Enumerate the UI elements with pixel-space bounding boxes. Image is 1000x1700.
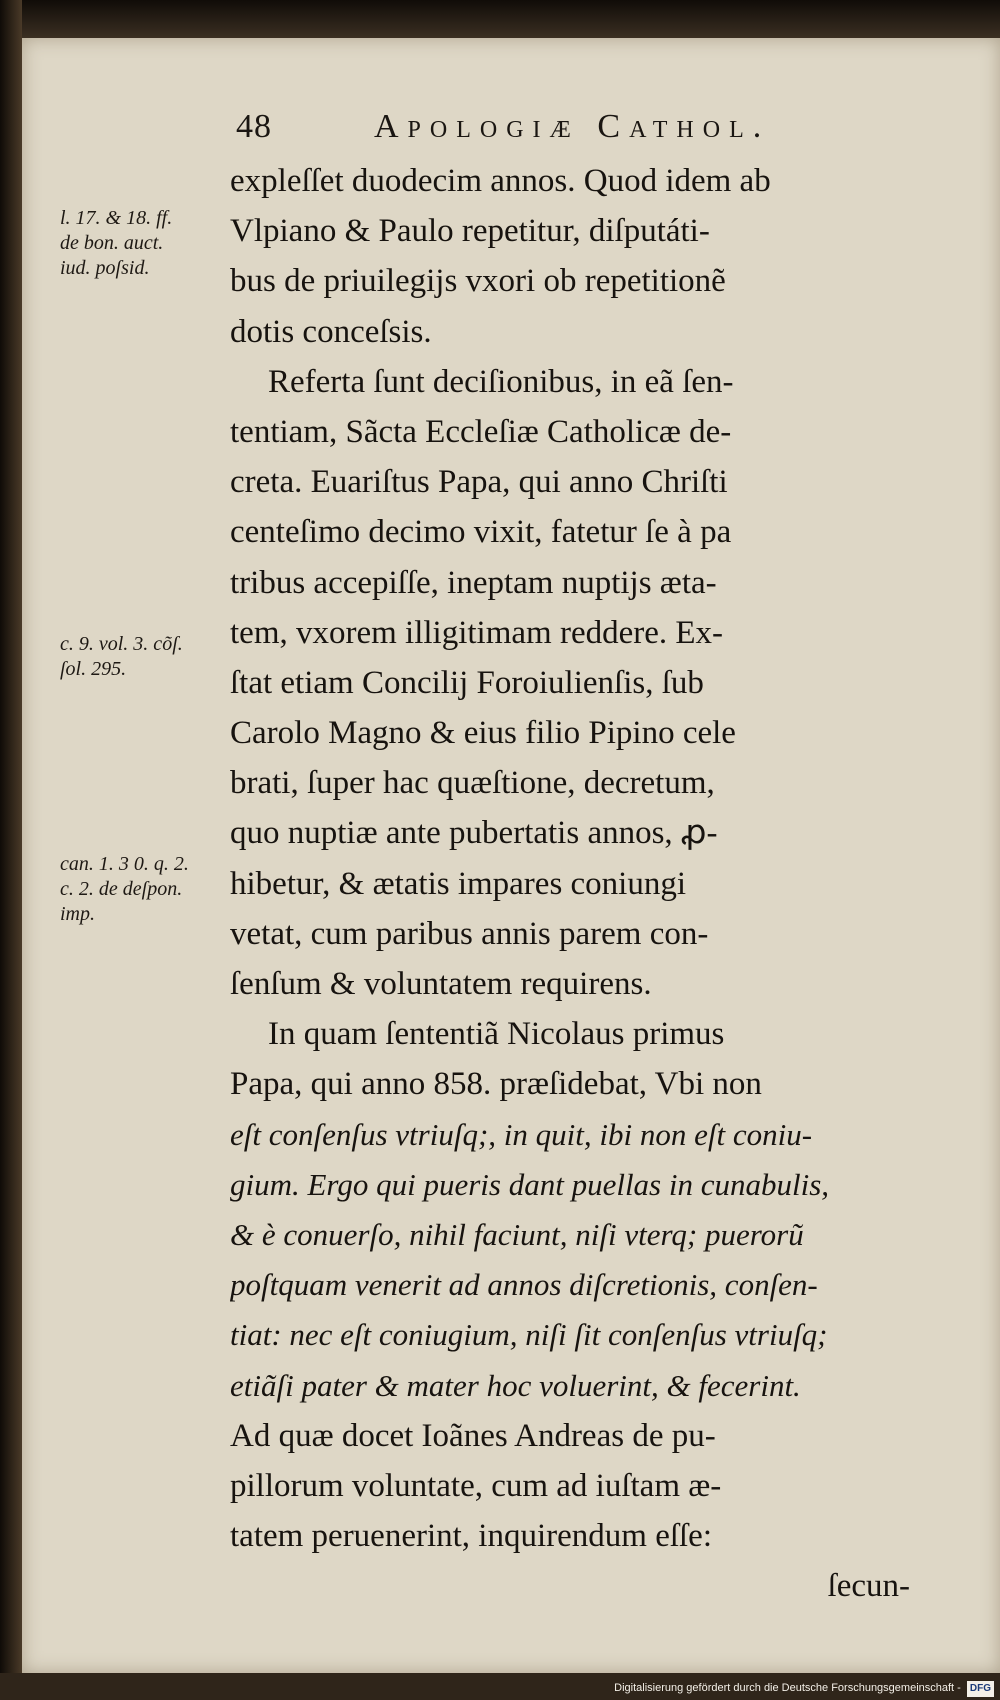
margin-note-line: de bon. auct. [60,232,164,254]
margin-note-line: imp. [60,903,95,925]
text-line: etiãſi pater & mater hoc voluerint, & fecerint. [230,1367,801,1403]
text-line: Referta ſunt deciſionibus, in eã ſen- [268,363,734,400]
binding-left-edge [0,0,22,1700]
margin-note-line: can. 1. 3 0. q. 2. [60,853,189,875]
text-line: expleſſet duodecim annos. Quod idem ab [230,163,771,199]
text-line: pillorum voluntate, cum ad iuſtam æ- [230,1467,722,1504]
dfg-logo: DFG [967,1681,994,1697]
body-text [230,156,918,1611]
text-line: eſt conſenſus vtriuſq;, in quit, ibi non eſt coniu- [230,1116,813,1152]
text-line: In quam ſententiã Nicolaus primus [268,1016,725,1053]
margin-note-1 [60,206,240,281]
text-line: tem, vxorem illigitimam reddere. Ex- [230,614,724,651]
page-number: 48 [236,108,272,145]
text-line: gium. Ergo qui pueris dant puellas in cunabulis, [230,1166,830,1202]
digitization-credit [614,1680,994,1696]
text-line: Papa, qui anno 858. præſidebat, Vbi non [230,1066,762,1103]
margin-note-2 [60,632,240,682]
text-line: quo nuptiæ ante pubertatis annos, ꝓ- [230,815,718,852]
binding-top-edge [0,0,1000,38]
margin-note-line: l. 17. & 18. ff. [60,207,173,229]
text-line: bus de priuilegijs vxori ob repetitionẽ [230,263,726,300]
text-line: Ad quæ docet Ioãnes Andreas de pu- [230,1417,716,1454]
margin-note-line: ſol. 295. [60,658,127,680]
page-header [236,108,936,154]
text-line: hibetur, & ætatis impares coniungi [230,865,687,902]
text-line: tribus accepiſſe, ineptam nuptijs æta- [230,564,717,601]
text-line: tentiam, Sãcta Eccleſiæ Catholicæ de- [230,413,732,450]
margin-note-line: c. 2. de deſpon. [60,878,183,900]
text-line: Vlpiano & Paulo repetitur, diſputáti- [230,213,710,250]
margin-note-line: c. 9. vol. 3. cõſ. [60,633,183,655]
text-line: ſtat etiam Concilij Foroiulienſis, ſub [230,664,704,701]
text-line: tatem peruenerint, inquirendum eſſe: [230,1518,712,1555]
credit-text: Digitalisierung gefördert durch die Deutsche Forschungsgemeinschaft - [614,1682,961,1694]
text-line: tiat: nec eſt coniugium, niſi ſit conſenſus vtriuſq; [230,1317,828,1353]
margin-note-line: iud. poſsid. [60,257,150,279]
text-line: poſtquam venerit ad annos diſcretionis, conſen- [230,1267,818,1303]
text-line: dotis conceſsis. [230,313,432,350]
text-line: vetat, cum paribus annis parem con- [230,915,709,952]
text-line: brati, ſuper hac quæſtione, decretum, [230,765,715,802]
text-line: creta. Euariſtus Papa, qui anno Chriſti [230,464,728,501]
margin-note-3 [60,852,240,927]
text-line: centeſimo decimo vixit, fatetur ſe à pa [230,514,732,551]
text-line: ſenſum & voluntatem requirens. [230,966,652,1002]
text-line: & è conuerſo, nihil faciunt, niſi vterq; puerorũ [230,1216,804,1252]
catchword: ſecun- [827,1568,910,1605]
running-title: Apologiæ Cathol. [374,108,771,145]
text-line: Carolo Magno & eius filio Pipino cele [230,715,736,752]
